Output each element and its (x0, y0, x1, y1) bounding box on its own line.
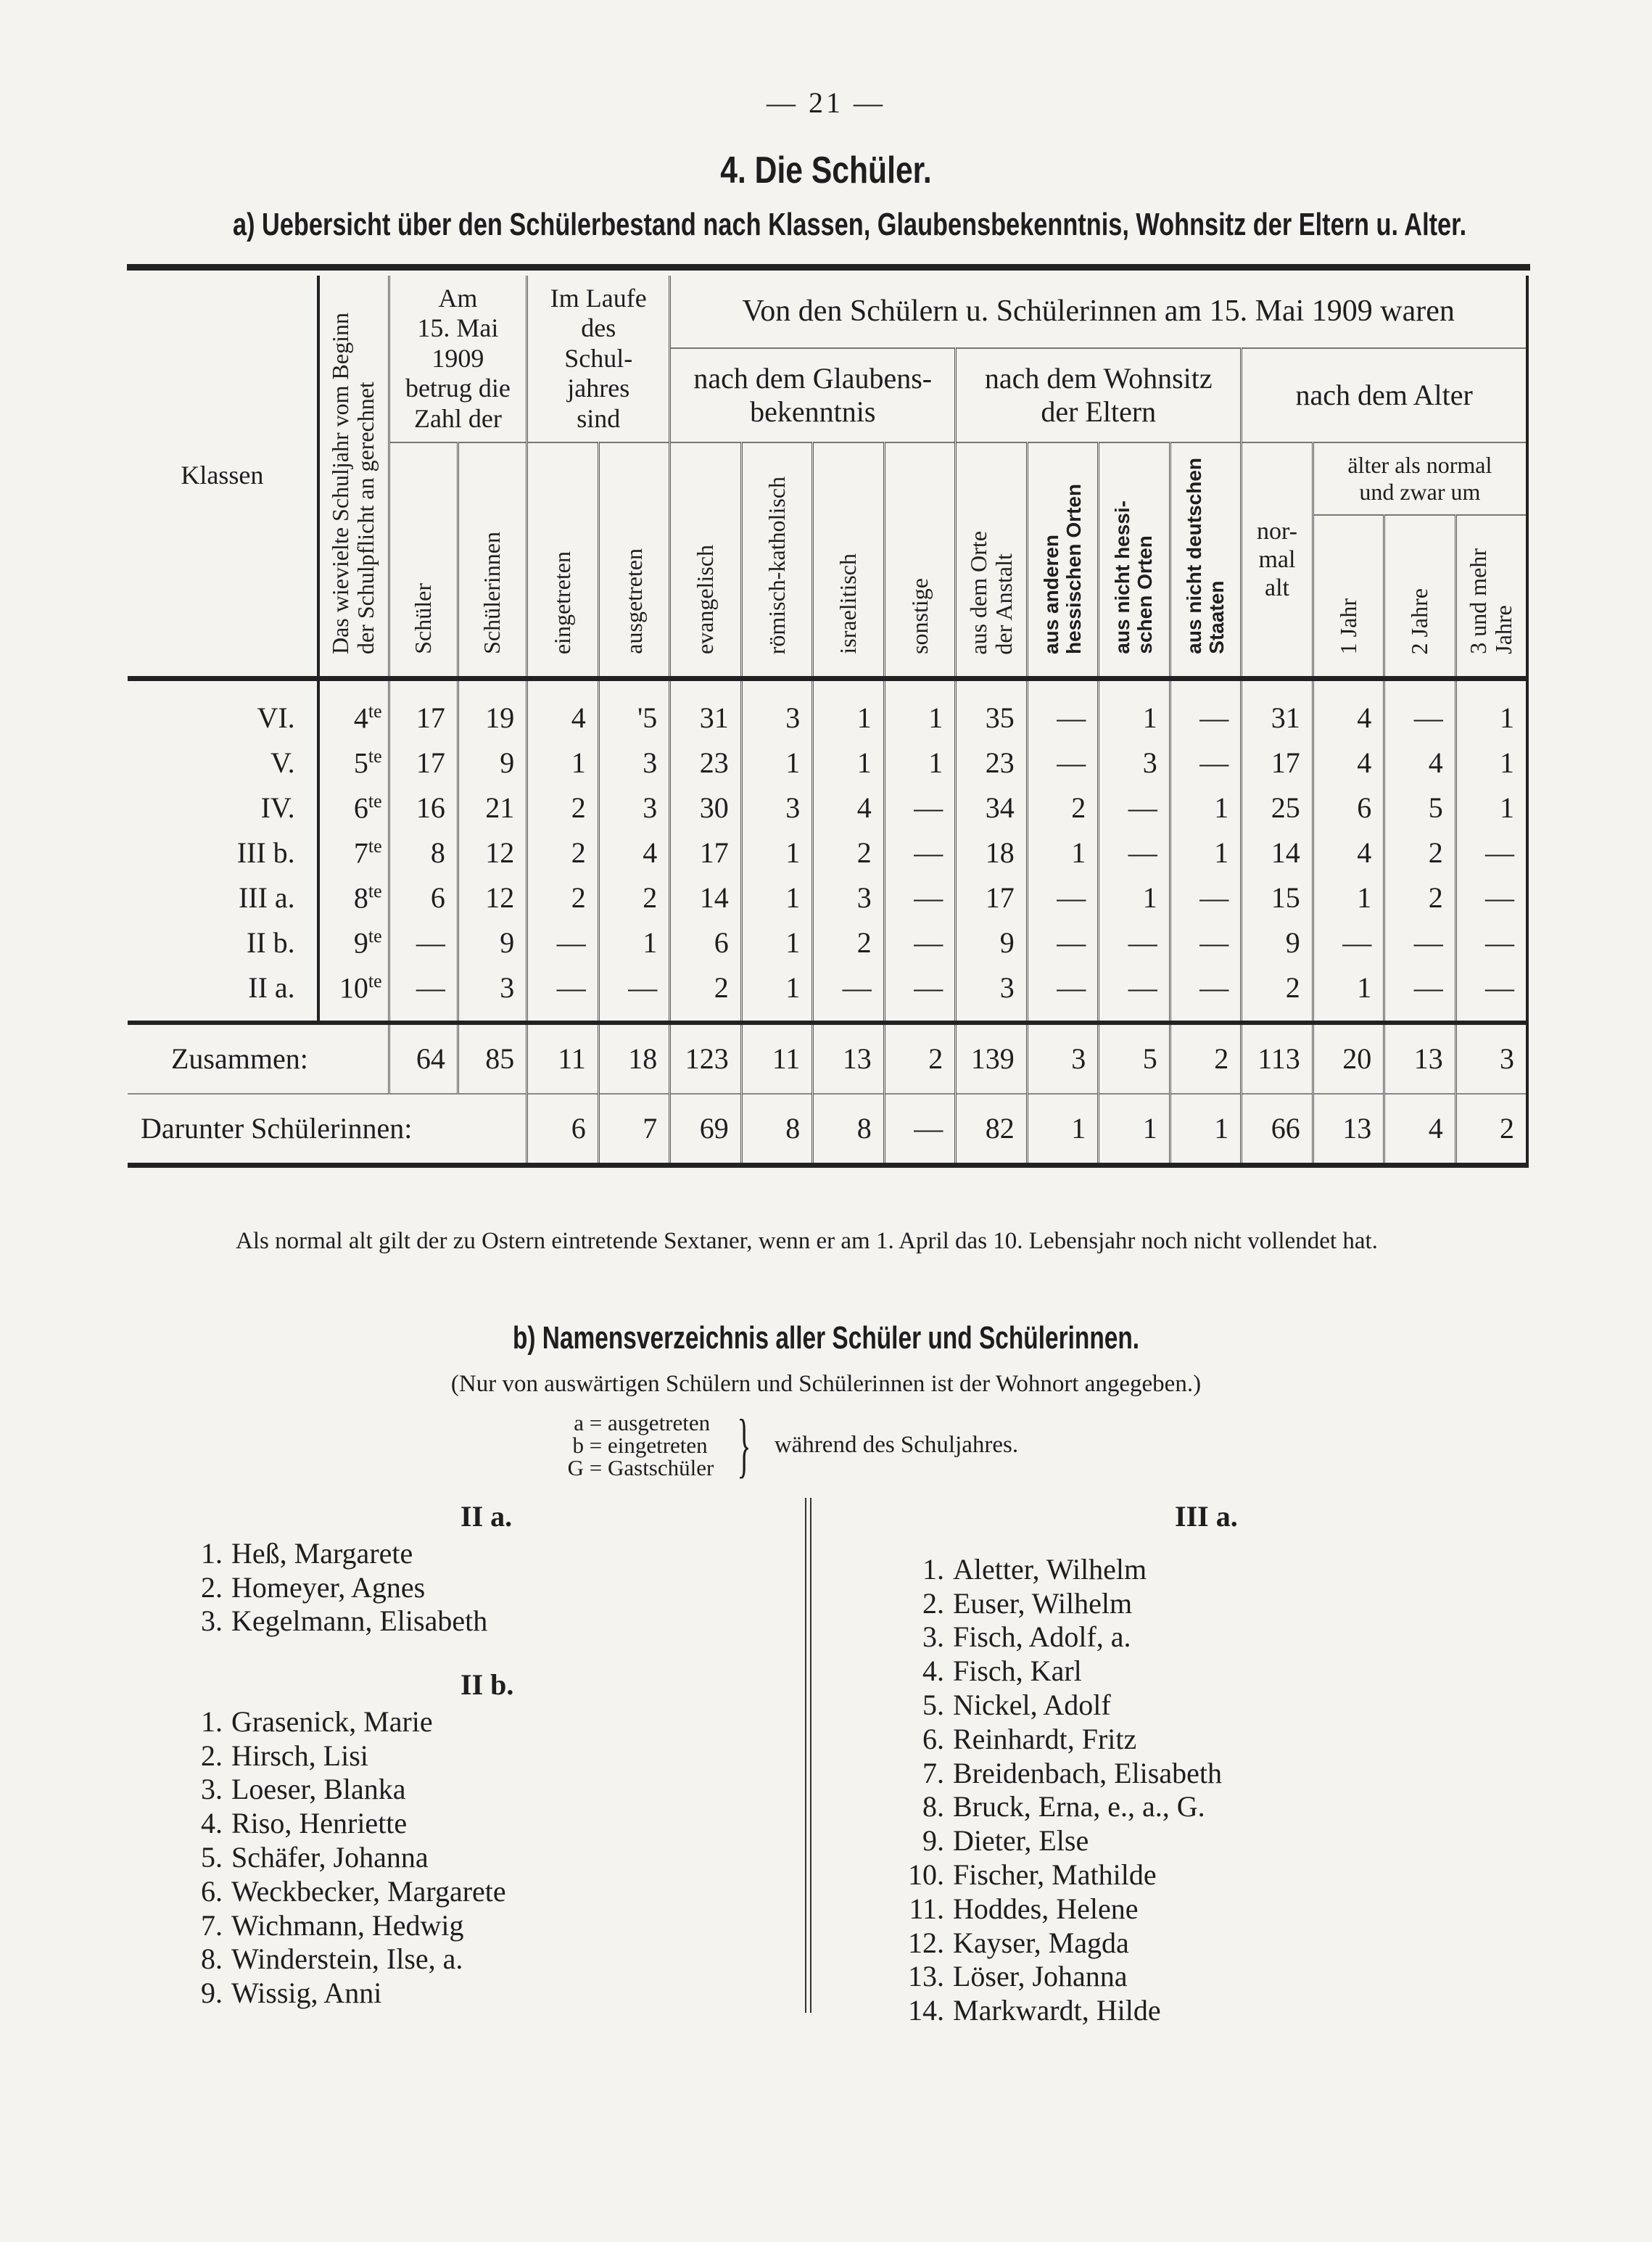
table-row (128, 831, 1527, 875)
header-ein-jahr: 1 Jahr (1313, 515, 1384, 678)
table-cell: 34 (956, 786, 1028, 831)
list-item: 4. Fisch, Karl (922, 1654, 1082, 1688)
total-cell: 13 (813, 1023, 885, 1094)
table-cell: 23 (670, 741, 742, 786)
table-cell: 1 (813, 678, 885, 741)
total-cell: 3 (1027, 1023, 1099, 1094)
table-row (128, 920, 1527, 965)
table-cell: — (527, 965, 599, 1023)
table-cell: 1 (1027, 831, 1099, 875)
header-normal-alt: nor- mal alt (1242, 442, 1313, 678)
table-cell: 4 (1313, 831, 1384, 875)
legend-item: G = Gastschüler (567, 1454, 714, 1480)
header-eingetreten: eingetreten (527, 442, 599, 678)
header-ausgetreten: ausgetreten (598, 442, 670, 678)
class-list-IIa (178, 1500, 758, 1639)
header-aus-nicht-deutschen: aus nicht deutschen Staaten (1170, 442, 1242, 678)
list-item: 8. Winderstein, Ilse, a. (201, 1942, 463, 1976)
table-cell: 14 (670, 875, 742, 920)
school-year: $6^{te}$ (318, 786, 389, 831)
table-cell: 4 (1384, 741, 1456, 786)
table-cell: — (527, 920, 599, 965)
table-cell: — (1027, 965, 1099, 1023)
totals-row (128, 1023, 1527, 1094)
table-cell: — (884, 875, 956, 920)
school-year: $9^{te}$ (318, 920, 389, 965)
table-cell: — (1455, 831, 1527, 875)
table-row (128, 678, 1527, 741)
list-item: 3. Fisch, Adolf, a. (922, 1620, 1131, 1654)
list-item: 3. Kegelmann, Elisabeth (201, 1604, 488, 1638)
table-cell: 3 (598, 786, 670, 831)
class-heading: II b. (461, 1668, 514, 1701)
table-row (128, 786, 1527, 831)
table-cell: 4 (598, 831, 670, 875)
table-cell: 16 (389, 786, 458, 831)
subsection-a-title: a) Uebersicht über den Schülerbestand nach Klassen, Glaubensbekenntnis, Wohnsitz der Eltern u. Alter. (233, 207, 1467, 242)
table-cell: 4 (813, 786, 885, 831)
header-wohnsitz: nach dem Wohnsitz der Eltern (956, 348, 1242, 442)
table-cell: 2 (1027, 786, 1099, 831)
total-cell: 85 (458, 1023, 526, 1094)
total-cell: 11 (527, 1023, 599, 1094)
table-cell: 17 (389, 741, 458, 786)
school-year: $7^{te}$ (318, 831, 389, 875)
table-cell: — (1170, 741, 1242, 786)
table-cell: 4 (1313, 678, 1384, 741)
girls-cell: 1 (1099, 1094, 1170, 1166)
table-cell: 2 (527, 875, 599, 920)
legend-item: b = eingetreten (572, 1432, 708, 1458)
total-cell: 139 (956, 1023, 1028, 1094)
header-evangelisch: evangelisch (670, 442, 742, 678)
header-glaubensbekenntnis: nach dem Glaubens- bekenntnis (670, 348, 956, 442)
table-cell: 1 (1313, 965, 1384, 1023)
class-list-IIb (178, 1668, 758, 2011)
total-cell: 13 (1384, 1023, 1456, 1094)
table-cell: 12 (458, 831, 526, 875)
table-cell: 2 (1242, 965, 1313, 1023)
list-item: 4. Riso, Henriette (201, 1807, 408, 1840)
total-cell: 113 (1242, 1023, 1313, 1094)
table-cell: — (1170, 678, 1242, 741)
table-cell: 1 (1455, 786, 1527, 831)
class-name: V. (270, 746, 295, 779)
table-cell: — (884, 831, 956, 875)
table-cell: 17 (956, 875, 1028, 920)
table-cell: '5 (598, 678, 670, 741)
table-cell: — (598, 965, 670, 1023)
class-name: III b. (236, 836, 295, 869)
table-cell: 8 (389, 831, 458, 875)
total-cell: 2 (1170, 1023, 1242, 1094)
table-cell: — (1170, 920, 1242, 965)
list-item: 9. Dieter, Else (922, 1824, 1089, 1858)
table-cell: — (1455, 875, 1527, 920)
column-divider (805, 1498, 811, 2013)
list-item: 1. Grasenick, Marie (201, 1705, 433, 1738)
table-cell: 1 (598, 920, 670, 965)
list-item: 3. Loeser, Blanka (201, 1773, 406, 1806)
list-item: 6. Weckbecker, Margarete (201, 1874, 506, 1908)
table-cell: 2 (598, 875, 670, 920)
list-item: 1. Aletter, Wilhelm (922, 1552, 1147, 1586)
class-name: VI. (257, 701, 295, 734)
total-cell: 123 (670, 1023, 742, 1094)
girls-cell: 8 (741, 1094, 813, 1166)
table-cell: — (1384, 920, 1456, 965)
total-cell: 64 (389, 1023, 458, 1094)
table-cell: 1 (1099, 678, 1170, 741)
table-cell: 2 (527, 831, 599, 875)
table-cell: 2 (1384, 831, 1456, 875)
girls-label: Darunter Schülerinnen: (128, 1094, 527, 1166)
subsection-b-note: (Nur von auswärtigen Schülern und Schülerinnen ist der Wohnort angegeben.) (450, 1371, 1202, 1397)
header-alter: nach dem Alter (1242, 348, 1527, 442)
header-zwei-jahre: 2 Jahre (1384, 515, 1456, 678)
class-heading: III a. (1175, 1500, 1238, 1533)
girls-cell: 13 (1313, 1094, 1384, 1166)
table-cell: 21 (458, 786, 526, 831)
table-cell: 5 (1384, 786, 1456, 831)
table-cell: — (1027, 678, 1099, 741)
table-cell: 3 (1099, 741, 1170, 786)
list-item: 12. Kayser, Magda (908, 1926, 1129, 1959)
girls-cell: 6 (527, 1094, 599, 1166)
class-heading: II a. (461, 1500, 513, 1533)
list-item: 7. Breidenbach, Elisabeth (922, 1756, 1222, 1789)
class-name: III a. (238, 881, 295, 914)
girls-cell: 2 (1455, 1094, 1527, 1166)
list-item: 2. Homeyer, Agnes (201, 1570, 426, 1604)
table-cell: 3 (598, 741, 670, 786)
table-cell: — (1027, 920, 1099, 965)
table-cell: 30 (670, 786, 742, 831)
total-cell: 2 (884, 1023, 956, 1094)
table-cell: 31 (1242, 678, 1313, 741)
table-cell: — (1313, 920, 1384, 965)
table-cell: 1 (1170, 831, 1242, 875)
table-cell: 6 (1313, 786, 1384, 831)
list-item: 6. Reinhardt, Fritz (922, 1722, 1137, 1755)
girls-cell: 1 (1170, 1094, 1242, 1166)
table-cell: — (1099, 786, 1170, 831)
table-cell: 4 (1313, 741, 1384, 786)
girls-cell: 4 (1384, 1094, 1456, 1166)
class-list-IIIa (899, 1500, 1479, 2028)
header-roemisch-katholisch: römisch-katholisch (741, 442, 813, 678)
table-cell: 3 (741, 678, 813, 741)
footnote: Als normal alt gilt der zu Ostern eintretende Sextaner, wenn er am 1. April das 10. Lebensjahr noch nicht vollendet hat. (236, 1228, 1378, 1254)
table-cell: — (884, 920, 956, 965)
list-item: 14. Markwardt, Hilde (908, 1994, 1161, 2027)
list-item: 2. Euser, Wilhelm (922, 1586, 1133, 1620)
header-schuljahr: Das wievielte Schuljahr vom Beginn der Schulpflicht an gerechnet (318, 276, 389, 678)
page-number: — 21 — (767, 86, 885, 119)
table-cell: — (1384, 965, 1456, 1023)
table-cell: 25 (1242, 786, 1313, 831)
table-row (128, 875, 1527, 920)
list-item: 2. Hirsch, Lisi (201, 1739, 368, 1772)
girls-cell: 66 (1242, 1094, 1313, 1166)
table-cell: — (1384, 678, 1456, 741)
table-cell: 9 (1242, 920, 1313, 965)
table-cell: 31 (670, 678, 742, 741)
table-cell: 23 (956, 741, 1028, 786)
table-cell: 4 (527, 678, 599, 741)
list-item: 11. Hoddes, Helene (909, 1892, 1139, 1925)
table-cell: — (1099, 965, 1170, 1023)
table-cell: — (389, 965, 458, 1023)
table-cell: 1 (741, 741, 813, 786)
section-title: 4. Die Schüler. (720, 149, 932, 191)
list-item: 7. Wichmann, Hedwig (201, 1908, 464, 1942)
table-cell: 1 (527, 741, 599, 786)
abbreviation-legend (548, 1404, 1019, 1485)
total-cell: 3 (1455, 1023, 1527, 1094)
total-cell: 11 (741, 1023, 813, 1094)
table-cell: — (1455, 965, 1527, 1023)
list-item: 5. Schäfer, Johanna (201, 1840, 429, 1874)
table-cell: 1 (1455, 741, 1527, 786)
totals-label: Zusammen: (128, 1023, 389, 1094)
table-cell: 1 (741, 965, 813, 1023)
table-cell: 1 (884, 678, 956, 741)
girls-row (128, 1094, 1527, 1166)
school-year: $4^{te}$ (318, 678, 389, 741)
table-cell: — (813, 965, 885, 1023)
table-cell: 2 (813, 920, 885, 965)
table-cell: 1 (884, 741, 956, 786)
table-cell: — (1099, 831, 1170, 875)
header-aus-nicht-hessischen: aus nicht hessi- schen Orten (1099, 442, 1170, 678)
class-name: II a. (128, 965, 318, 1023)
legend-item: a = ausgetreten (574, 1409, 711, 1435)
table-cell: 9 (458, 741, 526, 786)
table-cell: 6 (389, 875, 458, 920)
table-cell: 2 (813, 831, 885, 875)
class-name: II b. (247, 926, 295, 959)
girls-cell: 82 (956, 1094, 1028, 1166)
table-cell: — (884, 965, 956, 1023)
header-schueler: Schüler (389, 442, 458, 678)
legend-suffix: während des Schuljahres. (774, 1431, 1019, 1458)
school-year: $10^{te}$ (318, 965, 389, 1023)
table-cell: 3 (741, 786, 813, 831)
table-cell: 1 (741, 831, 813, 875)
table-cell: — (1027, 741, 1099, 786)
table-cell: 18 (956, 831, 1028, 875)
table-cell: — (1099, 920, 1170, 965)
header-sonstige: sonstige (884, 442, 956, 678)
header-aus-anderen-hessischen: aus anderen hessischen Orten (1027, 442, 1099, 678)
list-item: 10. Fischer, Mathilde (908, 1858, 1157, 1891)
table-cell: 15 (1242, 875, 1313, 920)
table-cell: 1 (741, 920, 813, 965)
list-item: 13. Löser, Johanna (908, 1960, 1128, 1993)
header-klassen: Klassen (128, 276, 318, 678)
header-schuelerinnen: Schülerinnen (458, 442, 526, 678)
table-cell: 9 (458, 920, 526, 965)
subsection-b-title: b) Namensverzeichnis aller Schüler und Schülerinnen. (512, 1320, 1140, 1356)
girls-cell: 7 (598, 1094, 670, 1166)
table-cell: 1 (741, 875, 813, 920)
table-cell: 1 (1099, 875, 1170, 920)
table-cell: 9 (956, 920, 1028, 965)
school-year: $8^{te}$ (318, 875, 389, 920)
table-cell: 2 (670, 965, 742, 1023)
header-im-laufe: Im Laufe des Schul- jahres sind (527, 276, 670, 442)
header-aelter-als-normal: älter als normal und zwar um (1313, 442, 1527, 515)
header-aus-dem-orte: aus dem Orte der Anstalt (956, 442, 1028, 678)
table-cell: 19 (458, 678, 526, 741)
table-cell: — (1027, 875, 1099, 920)
list-item: 5. Nickel, Adolf (922, 1688, 1111, 1721)
table-cell: — (1170, 875, 1242, 920)
table-cell: 17 (389, 678, 458, 741)
list-item: 1. Heß, Margarete (201, 1536, 413, 1570)
table-cell: 12 (458, 875, 526, 920)
table-cell: — (1170, 965, 1242, 1023)
table-cell: 1 (1455, 678, 1527, 741)
table-cell: — (884, 786, 956, 831)
total-cell: 18 (598, 1023, 670, 1094)
table-cell: 6 (670, 920, 742, 965)
table-top-rule (127, 264, 1530, 271)
table-row (128, 965, 1527, 1023)
table-cell: 1 (1313, 875, 1384, 920)
table-cell: — (1455, 920, 1527, 965)
student-statistics-table (128, 276, 1529, 1168)
girls-cell: 8 (813, 1094, 885, 1166)
table-cell: 1 (813, 741, 885, 786)
list-item: 8. Bruck, Erna, e., a., G. (922, 1790, 1205, 1823)
table-cell: — (389, 920, 458, 965)
girls-cell: 1 (1027, 1094, 1099, 1166)
girls-cell: — (884, 1094, 956, 1166)
table-cell: 17 (1242, 741, 1313, 786)
school-year: $5^{te}$ (318, 741, 389, 786)
header-israelitisch: israelitisch (813, 442, 885, 678)
total-cell: 5 (1099, 1023, 1170, 1094)
table-cell: 17 (670, 831, 742, 875)
table-cell: 3 (813, 875, 885, 920)
table-cell: 1 (1170, 786, 1242, 831)
table-cell: 14 (1242, 831, 1313, 875)
header-von-den-schuelern: Von den Schülern u. Schülerinnen am 15. Mai 1909 waren (670, 276, 1527, 348)
girls-cell: 69 (670, 1094, 742, 1166)
header-drei-jahre: 3 und mehr Jahre (1455, 515, 1527, 678)
table-cell: 2 (527, 786, 599, 831)
total-cell: 20 (1313, 1023, 1384, 1094)
list-item: 9. Wissig, Anni (201, 1977, 382, 2010)
header-am-15-mai: Am 15. Mai 1909 betrug die Zahl der (389, 276, 527, 442)
table-row (128, 741, 1527, 786)
table-cell: 2 (1384, 875, 1456, 920)
table-cell: 35 (956, 678, 1028, 741)
table-cell: 3 (956, 965, 1028, 1023)
brace-icon: } (737, 1404, 751, 1485)
table-cell: 3 (458, 965, 526, 1023)
class-name: IV. (260, 791, 295, 824)
